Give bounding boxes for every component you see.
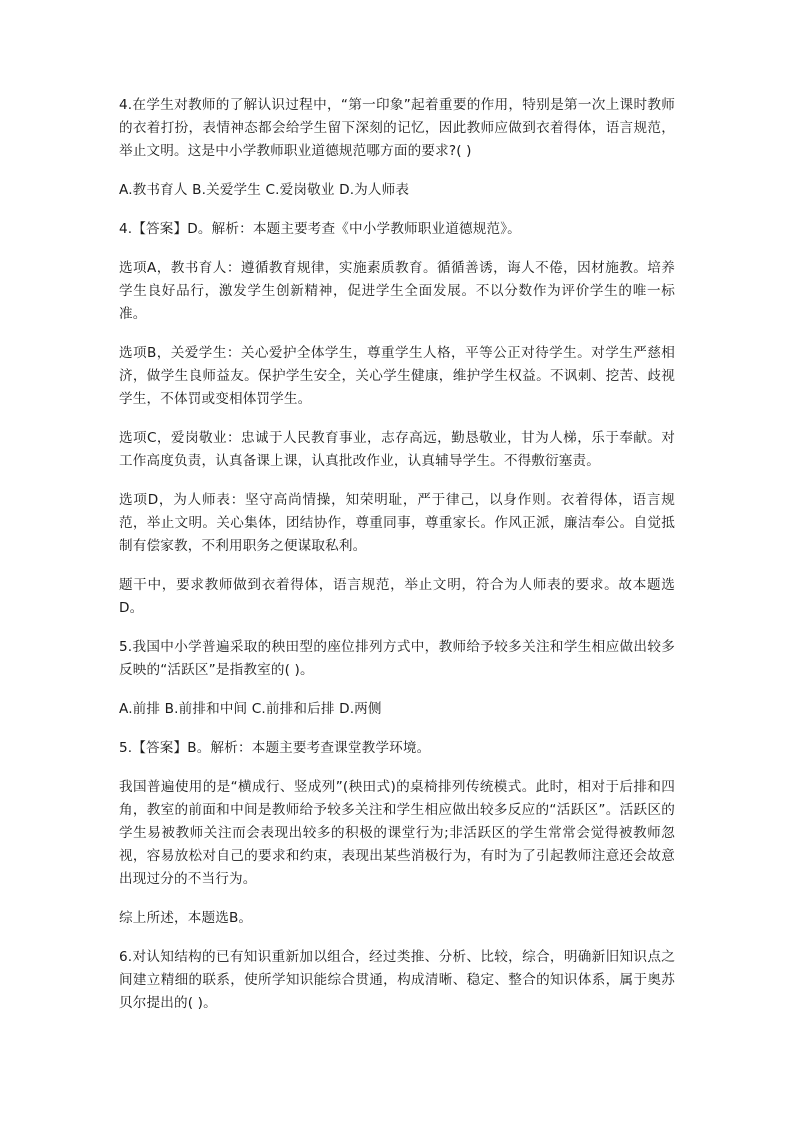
- question-5-stem: 5.我国中小学普遍采取的秧田型的座位排列方式中，教师给予较多关注和学生相应做出较多反映的“活跃区”是指教室的( )。: [119, 639, 675, 678]
- option-b-explanation: 选项B，关爱学生：关心爱护全体学生，尊重学生人格，平等公正对待学生。对学生严慈相济，做学生良师益友。保护学生安全，关心学生健康，维护学生权益。不讽刺、挖苦、歧视学生，不体罚或变相体罚学生。: [119, 345, 675, 407]
- document-page: [119, 94, 675, 1031]
- option-a-explanation: 选项A，教书育人：遵循教育规律，实施素质教育。循循善诱，诲人不倦，因材施教。培养学生良好品行，激发学生创新精神，促进学生全面发展。不以分数作为评价学生的唯一标准。: [119, 260, 675, 322]
- question-5-explanation: 我国普遍使用的是“横成行、竖成列”(秧田式)的桌椅排列传统模式。此时，相对于后排和四角，教室的前面和中间是教师给予较多关注和学生相应做出较多反应的“活跃区”。活跃区的学生易被教师关注而会表现出较多的积极的课堂行为;非活跃区的学生常常会觉得被教师忽视，容易放松对自己的要求和约束，表现出某些消极行为，有时为了引起教师注意还会故意出现过分的不当行为。: [119, 779, 675, 887]
- question-4-answer: 4.【答案】D。解析：本题主要考查《中小学教师职业道德规范》。: [119, 221, 521, 237]
- question-4-stem: 4.在学生对教师的了解认识过程中，“第一印象”起着重要的作用，特别是第一次上课时教师的衣着打扮，表情神态都会给学生留下深刻的记忆，因此教师应做到衣着得体，语言规范，举止文明。这是中小学教师职业道德规范哪方面的要求?( ): [119, 97, 675, 159]
- option-c-explanation: 选项C，爱岗敬业：忠诚于人民教育事业，志存高远，勤恳敬业，甘为人梯，乐于奉献。对工作高度负责，认真备课上课，认真批改作业，认真辅导学生。不得敷衍塞责。: [119, 430, 675, 469]
- question-5-options: A.前排 B.前排和中间 C.前排和后排 D.两侧: [119, 701, 382, 717]
- question-5-conclusion: 综上所述，本题选B。: [119, 910, 253, 926]
- question-4-conclusion: 题干中，要求教师做到衣着得体，语言规范，举止文明，符合为人师表的要求。故本题选D。: [119, 577, 675, 616]
- question-5-answer: 5.【答案】B。解析：本题主要考查课堂教学环境。: [119, 740, 431, 756]
- question-4-options: A.教书育人 B.关爱学生 C.爱岗敬业 D.为人师表: [119, 182, 410, 198]
- option-d-explanation: 选项D，为人师表：坚守高尚情操，知荣明耻，严于律己，以身作则。衣着得体，语言规范，举止文明。关心集体，团结协作，尊重同事，尊重家长。作风正派，廉洁奉公。自觉抵制有偿家教，不利用职务之便谋取私利。: [119, 492, 675, 554]
- question-6-stem: 6.对认知结构的已有知识重新加以组合，经过类推、分析、比较，综合，明确新旧知识点之间建立精细的联系，使所学知识能综合贯通，构成清晰、稳定、整合的知识体系，属于奥苏贝尔提出的( )。: [119, 949, 675, 1011]
